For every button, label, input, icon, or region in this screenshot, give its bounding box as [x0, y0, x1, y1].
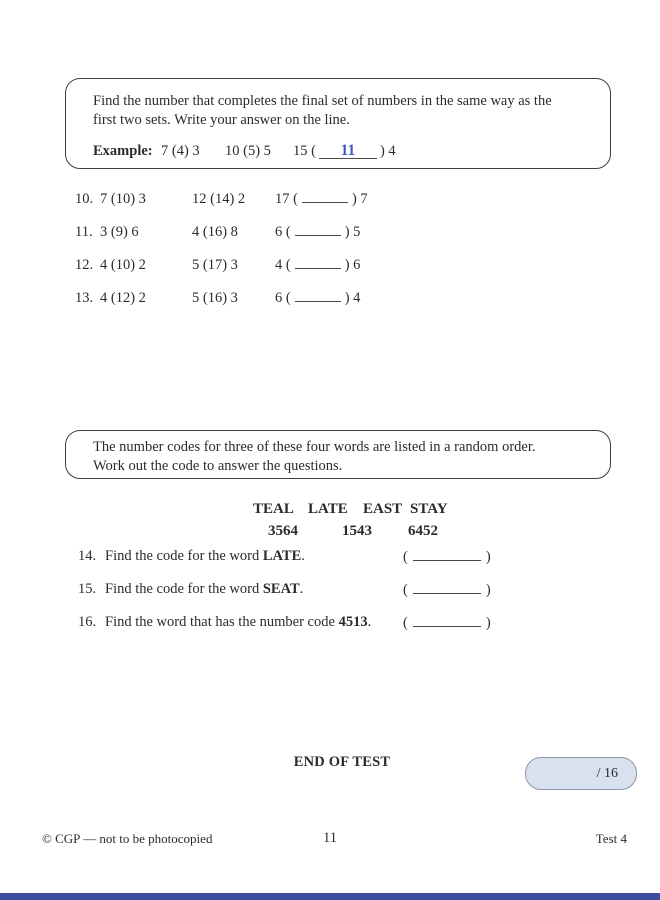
score-box: / 16	[525, 757, 637, 790]
answer-paren-close: )	[485, 615, 491, 631]
answer-paren-open: (	[403, 615, 408, 631]
instruction-text-line: The number codes for three of these four words are listed in a random order.	[93, 439, 536, 455]
answer-paren-open: (	[403, 582, 408, 598]
number-set-3-open: 6 (	[275, 290, 291, 306]
question-row	[78, 581, 491, 614]
code-word: LATE	[308, 501, 348, 517]
answer-blank	[295, 289, 341, 302]
copyright-notice: © CGP — not to be photocopied	[42, 831, 213, 846]
question-row	[75, 289, 368, 322]
number-set-2: 5 (17) 3	[192, 257, 238, 273]
question-text: Find the code for the word SEAT.	[105, 581, 304, 597]
question-bold-word: LATE	[262, 548, 302, 564]
number-set-1: 4 (10) 2	[100, 257, 146, 273]
number-set-3-close: ) 6	[344, 257, 361, 273]
example-label: Example:	[93, 143, 153, 159]
answer-blank	[413, 548, 481, 561]
question-number: 14.	[78, 548, 97, 564]
question-text: Find the code for the word LATE.	[105, 548, 305, 564]
question-number: 16.	[78, 614, 97, 630]
question-row	[78, 614, 491, 647]
page-bottom-edge	[0, 893, 660, 900]
number-code: 1543	[342, 523, 372, 539]
number-set-3-open: 6 (	[275, 224, 291, 240]
question-bold-word: 4513	[338, 614, 368, 630]
answer-blank	[413, 614, 481, 627]
answer-paren-close: )	[485, 582, 491, 598]
number-set-3-open: 17 (	[275, 191, 298, 207]
answer-blank	[295, 223, 341, 236]
example-set-3-close: ) 4	[379, 143, 396, 159]
number-set-1: 3 (9) 6	[100, 224, 139, 240]
answer-group	[403, 614, 491, 632]
example-answer-blank: 11	[319, 143, 377, 159]
instruction-text-line: first two sets. Write your answer on the line.	[93, 112, 350, 128]
answer-paren-close: )	[485, 549, 491, 565]
answer-blank	[302, 190, 348, 203]
code-word: EAST	[363, 501, 403, 517]
answer-blank	[413, 581, 481, 594]
number-code: 3564	[268, 523, 298, 539]
instruction-box-numbers	[65, 78, 611, 169]
example-set-1: 7 (4) 3	[161, 143, 200, 159]
question-number: 13.	[75, 290, 94, 306]
number-set-2: 12 (14) 2	[192, 191, 246, 207]
question-bold-word: SEAT	[262, 581, 300, 597]
code-word: STAY	[410, 501, 448, 517]
example-set-3-open: 15 (	[293, 143, 316, 159]
example-row	[93, 143, 610, 160]
number-set-2: 5 (16) 3	[192, 290, 238, 306]
answer-group	[403, 581, 491, 599]
number-code: 6452	[408, 523, 438, 539]
instruction-box-codes	[65, 430, 611, 479]
test-label: Test 4	[595, 831, 627, 846]
code-words-row	[0, 501, 660, 521]
question-number: 11.	[75, 224, 93, 240]
number-set-3-open: 4 (	[275, 257, 291, 273]
question-row	[75, 256, 368, 289]
number-codes-row	[0, 523, 660, 543]
question-row	[75, 190, 368, 223]
answer-paren-open: (	[403, 549, 408, 565]
number-set-1: 4 (12) 2	[100, 290, 146, 306]
answer-group	[403, 548, 491, 566]
code-word: TEAL	[253, 501, 294, 517]
number-set-3-close: ) 5	[344, 224, 361, 240]
number-set-1: 7 (10) 3	[100, 191, 146, 207]
question-number: 10.	[75, 191, 94, 207]
number-set-3-close: ) 4	[344, 290, 361, 306]
instruction-text-line: Find the number that completes the final set of numbers in the same way as the	[93, 93, 552, 109]
answer-blank	[295, 256, 341, 269]
code-questions-list	[78, 548, 491, 647]
question-row	[78, 548, 491, 581]
page-number: 11	[323, 830, 337, 846]
number-questions-list	[75, 190, 368, 322]
question-number: 15.	[78, 581, 97, 597]
question-number: 12.	[75, 257, 94, 273]
instruction-text-line: Work out the code to answer the questions.	[93, 458, 343, 474]
number-set-2: 4 (16) 8	[192, 224, 238, 240]
question-text: Find the word that has the number code 4513.	[105, 614, 372, 630]
question-row	[75, 223, 368, 256]
number-set-3-close: ) 7	[351, 191, 368, 207]
end-of-test-label: END OF TEST	[293, 754, 391, 770]
example-set-2: 10 (5) 5	[225, 143, 271, 159]
